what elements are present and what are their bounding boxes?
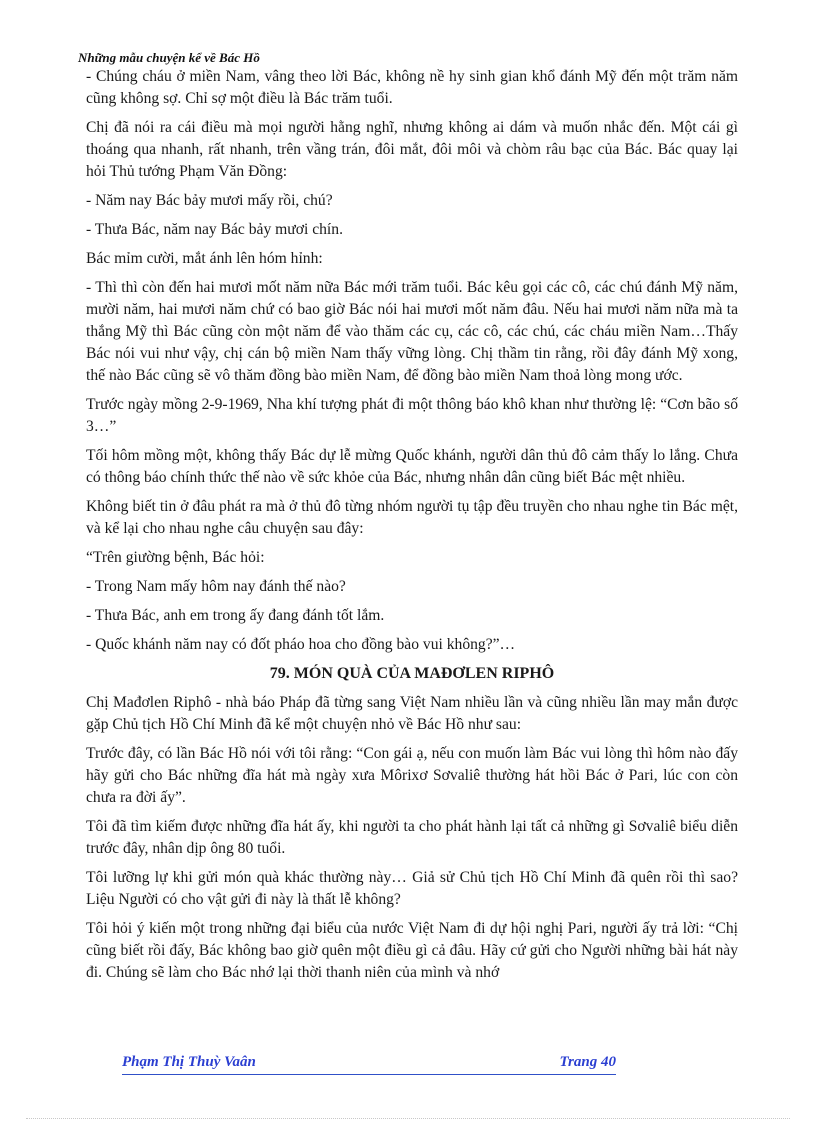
paragraph: Tối hôm mồng một, không thấy Bác dự lễ mừng Quốc khánh, người dân thủ đô cảm thấy lo lắng. Chưa có thông báo chính thức thế nào về sức khỏe của Bác, nhưng nhân dân cũng biết Bác mệt nhiều. xyxy=(86,447,738,486)
paragraph: Không biết tin ở đâu phát ra mà ở thủ đô từng nhóm người tụ tập đều truyền cho nhau nghe tin Bác mệt, và kể lại cho nhau nghe câu chuyện sau đây: xyxy=(86,498,738,537)
running-title: Những mẫu chuyện kể về Bác Hồ xyxy=(78,50,260,65)
page-footer xyxy=(122,1052,616,1075)
paragraph: - Trong Nam mấy hôm nay đánh thế nào? xyxy=(86,578,346,595)
paragraph: Tôi lưỡng lự khi gửi món quà khác thường này… Giả sử Chủ tịch Hồ Chí Minh đã quên rồi thì sao? Liệu Người có cho vật gửi đi này là thất lễ không? xyxy=(86,869,738,908)
paragraph: Chị Mađơlen Riphô - nhà báo Pháp đã từng sang Việt Nam nhiều lần và cũng nhiều lần may mắn được gặp Chủ tịch Hồ Chí Minh đã kể một chuyện nhỏ về Bác Hồ như sau: xyxy=(86,694,738,733)
paragraph: - Thưa Bác, anh em trong ấy đang đánh tốt lắm. xyxy=(86,607,385,624)
paragraph: - Thì thì còn đến hai mươi mốt năm nữa Bác mới trăm tuổi. Bác kêu gọi các cô, các chú đánh Mỹ năm, mười năm, hai mươi năm chứ có bao giờ Bác nói hai mươi mốt năm đâu. Nếu hai mươi năm nữa mà ta thắng Mỹ thì Bác cũng còn một năm để vào thăm các cụ, các cô, các chú, các cháu miền Nam…Thấy Bác nói vui như vậy, chị cán bộ miền Nam thấy vững lòng. Chị thầm tin rằng, rồi đây đánh Mỹ xong, thế nào Bác cũng sẽ vô thăm đồng bào miền Nam, để đồng bào miền Nam thoả lòng mong ước. xyxy=(86,279,738,384)
paragraph: - Thưa Bác, năm nay Bác bảy mươi chín. xyxy=(86,221,343,238)
paragraph: Tôi hỏi ý kiến một trong những đại biểu của nước Việt Nam đi dự hội nghị Pari, người ấy trả lời: “Chị cũng biết rồi đấy, Bác không bao giờ quên một điều gì cả đâu. Hãy cứ gửi cho Người những bài hát này đi. Chúng sẽ làm cho Bác nhớ lại thời thanh niên của mình và nhớ xyxy=(86,920,738,981)
paragraph: Chị đã nói ra cái điều mà mọi người hằng nghĩ, nhưng không ai dám và muốn nhắc đến. Một cái gì thoáng qua nhanh, rất nhanh, trên vầng trán, đôi mắt, đôi môi và chòm râu bạc của Bác. Bác quay lại hỏi Thủ tướng Phạm Văn Đồng: xyxy=(86,119,738,180)
paragraph: - Chúng cháu ở miền Nam, vâng theo lời Bác, không nề hy sinh gian khổ đánh Mỹ đến một trăm năm cũng không sợ. Chỉ sợ một điều là Bác trăm tuổi. xyxy=(86,68,738,107)
paragraph: Trước đây, có lần Bác Hồ nói với tôi rằng: “Con gái ạ, nếu con muốn làm Bác vui lòng thì hôm nào đấy hãy gửi cho Bác những đĩa hát mà ngày xưa Môrixơ Sơvaliê thường hát hồi Bác ở Pari, lúc con còn chưa ra đời ấy”. xyxy=(86,745,738,806)
footer-author: Phạm Thị Thuỳ Vaân xyxy=(122,1054,256,1070)
page-body xyxy=(86,66,738,991)
paragraph: - Quốc khánh năm nay có đốt pháo hoa cho đồng bào vui không?”… xyxy=(86,636,516,653)
paragraph: - Năm nay Bác bảy mươi mấy rồi, chú? xyxy=(86,192,333,209)
paragraph: Tôi đã tìm kiếm được những đĩa hát ấy, khi người ta cho phát hành lại tất cả những gì Sơvaliê biểu diễn trước đây, nhân dịp ông 80 tuổi. xyxy=(86,818,738,857)
footer-page-number: Trang 40 xyxy=(559,1054,616,1070)
paragraph: Trước ngày mồng 2-9-1969, Nha khí tượng phát đi một thông báo khô khan như thường lệ: “Cơn bão số 3…” xyxy=(86,396,738,435)
paragraph: “Trên giường bệnh, Bác hỏi: xyxy=(86,549,265,566)
section-heading: 79. MÓN QUÀ CỦA MAĐƠLEN RIPHÔ xyxy=(269,665,555,682)
page-bottom-divider xyxy=(26,1118,790,1119)
paragraph: Bác mỉm cười, mắt ánh lên hóm hỉnh: xyxy=(86,250,323,267)
